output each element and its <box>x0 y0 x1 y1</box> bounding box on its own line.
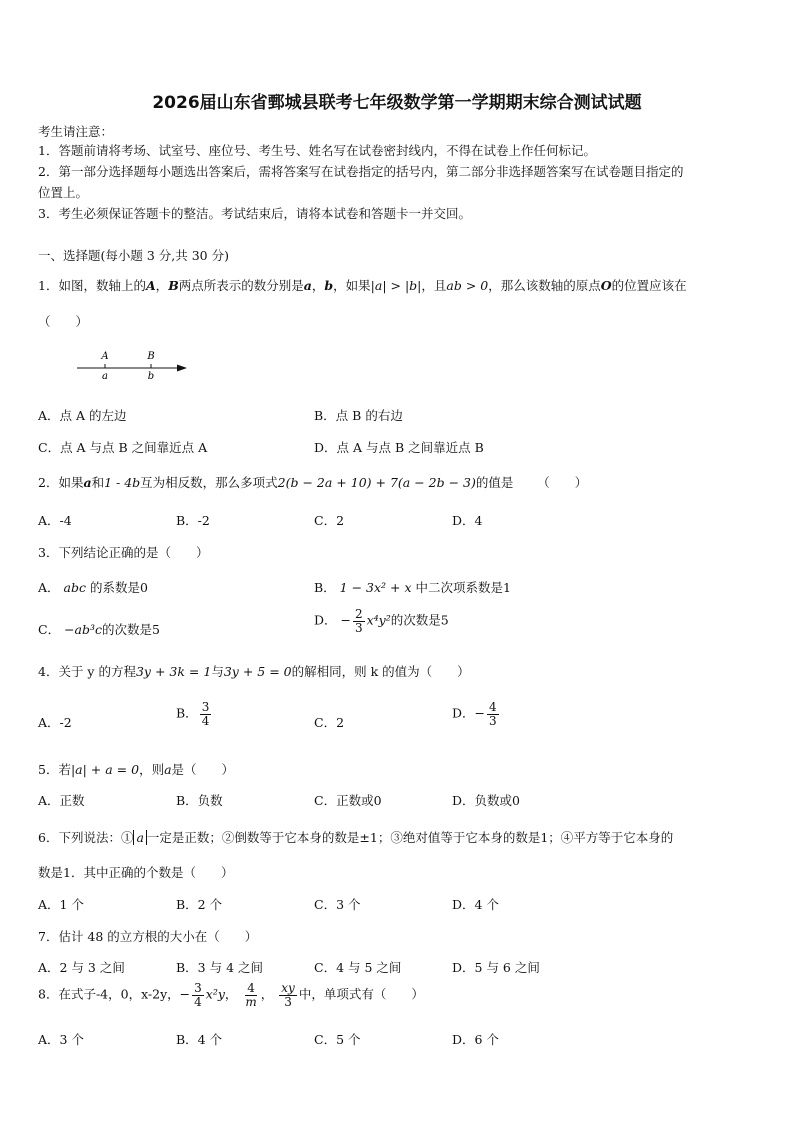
q5-stem: 5．若|a| + a = 0，则a是（ ） <box>38 762 235 777</box>
q6-stem-line1: 6．下列说法：① a 一定是正数；②倒数等于它本身的数是±1；③绝对值等于它本身的数是1；④平方等于它本身的 <box>38 830 674 845</box>
q3-option-c: C． −ab³c的次数是5 <box>38 622 160 637</box>
q7-option-c: C．4 与 5 之间 <box>314 960 402 975</box>
q5-option-b: B．负数 <box>176 793 223 808</box>
notice-heading: 考生请注意： <box>38 124 114 139</box>
notice-item-3: 3．考生必须保证答题卡的整洁。考试结束后，请将本试卷和答题卡一并交回。 <box>38 206 471 221</box>
q4-stem: 4．关于 y 的方程3y + 3k = 1与3y + 5 = 0的解相同，则 k 的值为（ ） <box>38 664 470 679</box>
q8-option-b: B．4 个 <box>176 1032 223 1047</box>
q4-option-b: B． $\frac{3}{4}$ <box>176 700 210 728</box>
q6-option-d: D．4 个 <box>452 897 499 912</box>
q8-option-a: A．3 个 <box>38 1032 84 1047</box>
q3-d-fraction: $\frac{2}{3}$ <box>354 607 363 635</box>
q5-option-a: A．正数 <box>38 793 85 808</box>
q1-condition-1: |a| > |b| <box>370 278 422 293</box>
number-line-arrow <box>177 365 187 372</box>
q1-condition-2: ab > 0 <box>446 278 489 293</box>
q6-option-c: C．3 个 <box>314 897 361 912</box>
q7-option-a: A．2 与 3 之间 <box>38 960 125 975</box>
q2-option-c: C．2 <box>314 513 345 528</box>
q6-stem-line2: 数是1．其中正确的个数是（ ） <box>38 865 234 880</box>
label-value-a: a <box>102 371 108 382</box>
q3-stem: 3．下列结论正确的是（ ） <box>38 545 209 560</box>
q2-option-d: D．4 <box>452 513 483 528</box>
page-title: 2026届山东省鄄城县联考七年级数学第一学期期末综合测试试题 <box>152 93 642 113</box>
q5-option-d: D．负数或0 <box>452 793 520 808</box>
q1-answer-paren: （ ） <box>38 314 89 329</box>
q4-option-a: A．-2 <box>38 715 72 730</box>
q3-option-b: B． 1 − 3x² + x 中二次项系数是1 <box>314 580 511 595</box>
q2-option-b: B．-2 <box>176 513 210 528</box>
q3-option-d: D． − $\frac{2}{3}$ x⁴y²的次数是5 <box>314 607 449 635</box>
q8-option-d: D．6 个 <box>452 1032 499 1047</box>
notice-item-1: 1．答题前请将考场、试室号、座位号、考生号、姓名写在试卷密封线内，不得在试卷上作任何标记。 <box>38 143 596 158</box>
q1-option-c: C．点 A 与点 B 之间靠近点 A <box>38 440 208 455</box>
q5-option-c: C．正数或0 <box>314 793 382 808</box>
q1-option-d: D．点 A 与点 B 之间靠近点 B <box>314 440 484 455</box>
q7-option-b: B．3 与 4 之间 <box>176 960 264 975</box>
q2-option-a: A．-4 <box>38 513 72 528</box>
q6-option-b: B．2 个 <box>176 897 223 912</box>
q3-option-a: A． abc 的系数是0 <box>38 580 148 595</box>
q4-option-d: D．− $\frac{4}{3}$ <box>452 700 497 728</box>
q7-stem: 7．估计 48 的立方根的大小在（ ） <box>38 929 258 944</box>
label-value-b: b <box>147 371 155 382</box>
q1-option-a: A．点 A 的左边 <box>38 408 127 423</box>
q8-stem: 8．在式子-4，0，x-2y，− $\frac{3}{4}$ x²y， $\frac{4}{m}$ ， $\frac{xy}{3}$ 中，单项式有（ ） <box>38 981 424 1009</box>
section-heading: 一、选择题(每小题 3 分,共 30 分) <box>38 248 229 263</box>
label-point-B: B <box>147 351 155 362</box>
number-line-figure <box>75 349 187 383</box>
q7-option-d: D．5 与 6 之间 <box>452 960 540 975</box>
notice-item-2: 2．第一部分选择题每小题选出答案后，需将答案写在试卷指定的括号内，第二部分非选择题答案写在试卷题目指定的 <box>38 164 684 179</box>
q6-option-a: A．1 个 <box>38 897 84 912</box>
label-point-A: A <box>101 351 109 362</box>
q2-stem: 2．如果a和1 - 4b互为相反数，那么多项式2(b − 2a + 10) + 7(a − 2b − 3)的值是 （ ） <box>38 475 588 490</box>
q4-option-c: C．2 <box>314 715 345 730</box>
q1-stem: 1．如图，数轴上的A，B两点所表示的数分别是a，b，如果|a| > |b|，且ab > 0，那么该数轴的原点O的位置应该在 <box>38 278 687 293</box>
notice-item-2-cont: 位置上。 <box>38 185 89 200</box>
q1-option-b: B．点 B 的右边 <box>314 408 403 423</box>
q8-option-c: C．5 个 <box>314 1032 361 1047</box>
